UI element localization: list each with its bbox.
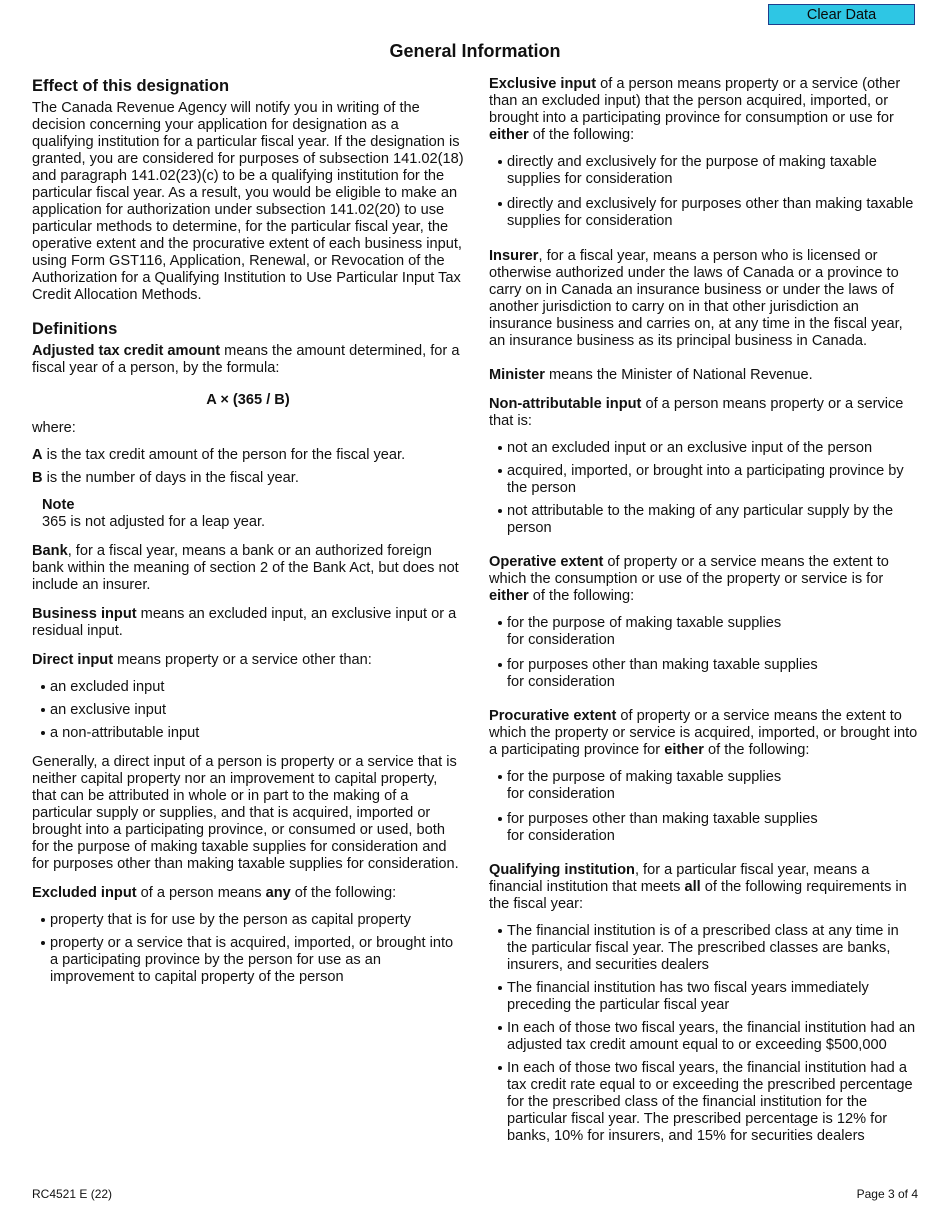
list-item: not attributable to the making of any particular supply by the person xyxy=(489,503,919,537)
left-column xyxy=(32,76,464,986)
definition-operative-extent: Operative extent of property or a service means the extent to which the consumption or use of the property or service is for either of the following: xyxy=(489,554,889,604)
exclusive-input-list xyxy=(489,154,919,230)
direct-input-paragraph: Generally, a direct input of a person is property or a service that is neither capital property nor an improvement to capital property, that can be attributed in whole or in part to the making of a particular supply or supplies, and that is acquired, imported or brought into a participating province, or consumed or used, both for the purpose of making taxable supplies for consideration and for purposes other than making taxable supplies for consideration. xyxy=(32,754,459,872)
note-box xyxy=(42,497,464,531)
definition-exclusive-input: Exclusive input of a person means property or a service (other than an excluded input) that the person acquired, imported, or brought into a participating province for consumption or use for either of the following: xyxy=(489,76,901,143)
definition-minister: Minister means the Minister of National Revenue. xyxy=(489,367,813,383)
direct-input-list xyxy=(32,679,464,742)
list-item: In each of those two fiscal years, the financial institution had an adjusted tax credit amount equal to or exceeding $500,000 xyxy=(489,1020,919,1054)
list-item: an exclusive input xyxy=(32,702,464,719)
procurative-extent-list xyxy=(489,769,919,845)
definition-excluded-input: Excluded input of a person means any of the following: xyxy=(32,885,397,901)
variable-b: B is the number of days in the fiscal year. xyxy=(32,470,299,486)
list-item: In each of those two fiscal years, the financial institution had a tax credit rate equal to or exceeding the prescribed percentage for the prescribed class of the financial institution for the particular fiscal year. The prescribed percentage is 12% for banks, 10% for insurers, and 15% for securities dealers xyxy=(489,1060,919,1145)
list-item: The financial institution is of a prescribed class at any time in the particular fiscal year. The prescribed classes are banks, insurers, and securities dealers xyxy=(489,923,919,974)
variable-a: A is the tax credit amount of the person for the fiscal year. xyxy=(32,447,406,463)
list-item: property or a service that is acquired, imported, or brought into a participating province by the person for use as an improvement to capital property of the person xyxy=(32,935,464,986)
qualifying-institution-list xyxy=(489,923,919,1145)
list-item: acquired, imported, or brought into a participating province by the person xyxy=(489,463,919,497)
definition-insurer: Insurer, for a fiscal year, means a person who is licensed or otherwise authorized under the laws of Canada or a province to carry on in Canada an insurance business or under the laws of another jurisdiction to carry on in that other jurisdiction an insurance business and carries on, at any time in the fiscal year, an insurance business as its principal business in Canada. xyxy=(489,248,903,349)
definition-bank: Bank, for a fiscal year, means a bank or an authorized foreign bank within the meaning of section 2 of the Bank Act, but does not include an insurer. xyxy=(32,543,459,593)
formula: A × (365 / B) xyxy=(206,392,290,408)
clear-data-button[interactable]: Clear Data xyxy=(768,4,915,25)
definition-procurative-extent: Procurative extent of property or a service means the extent to which the property or service is acquired, imported, or brought into a participating province for either of the following: xyxy=(489,708,918,758)
right-column xyxy=(489,76,919,1145)
list-item: a non-attributable input xyxy=(32,725,464,742)
definitions-heading: Definitions xyxy=(32,320,118,338)
definition-non-attributable-input: Non-attributable input of a person means property or a service that is: xyxy=(489,396,904,429)
where-label: where: xyxy=(32,420,76,436)
list-item: an excluded input xyxy=(32,679,464,696)
page-number: Page 3 of 4 xyxy=(856,1187,918,1201)
effect-paragraph: The Canada Revenue Agency will notify you in writing of the decision concerning your application for designation as a qualifying institution for a particular fiscal year. If the designation is granted, you are considered for purposes of subsection 141.02(18) and paragraph 141.02(23)(c) to be a qualifying institution for the particular fiscal year. As a result, you would be eligible to make an application for authorization under subsection 141.02(20) to use particular methods to determine, for the particular fiscal year, the operative extent and the procurative extent of each business input, using Form GST116, Application, Renewal, or Revocation of the Authorization for a Qualifying Institution to Use Particular Input Tax Credit Allocation Methods. xyxy=(32,100,464,303)
definition-qualifying-institution: Qualifying institution, for a particular fiscal year, means a financial institution that meets all of the following requirements in the fiscal year: xyxy=(489,862,907,912)
list-item: property that is for use by the person as capital property xyxy=(32,912,464,929)
list-item: directly and exclusively for the purpose of making taxable supplies for consideration xyxy=(489,154,919,188)
definition-direct-input: Direct input means property or a service other than: xyxy=(32,652,372,668)
definition-business-input: Business input means an excluded input, an exclusive input or a residual input. xyxy=(32,606,457,639)
list-item: for the purpose of making taxable supplies for consideration xyxy=(489,615,919,649)
form-code: RC4521 E (22) xyxy=(32,1187,113,1201)
note-text: 365 is not adjusted for a leap year. xyxy=(42,514,266,530)
non-attributable-list xyxy=(489,440,919,537)
list-item: The financial institution has two fiscal years immediately preceding the particular fiscal year xyxy=(489,980,919,1014)
list-item: for purposes other than making taxable supplies for consideration xyxy=(489,811,919,845)
excluded-input-list xyxy=(32,912,464,986)
note-title: Note xyxy=(42,497,75,513)
list-item: for purposes other than making taxable supplies for consideration xyxy=(489,657,919,691)
operative-extent-list xyxy=(489,615,919,691)
definition-adjusted-tax-credit-amount: Adjusted tax credit amount means the amount determined, for a fiscal year of a person, by the formula: xyxy=(32,343,460,376)
effect-heading: Effect of this designation xyxy=(32,77,230,95)
page-title: General Information xyxy=(389,41,561,61)
list-item: directly and exclusively for purposes other than making taxable supplies for consideration xyxy=(489,196,919,230)
list-item: for the purpose of making taxable supplies for consideration xyxy=(489,769,919,803)
list-item: not an excluded input or an exclusive input of the person xyxy=(489,440,919,457)
